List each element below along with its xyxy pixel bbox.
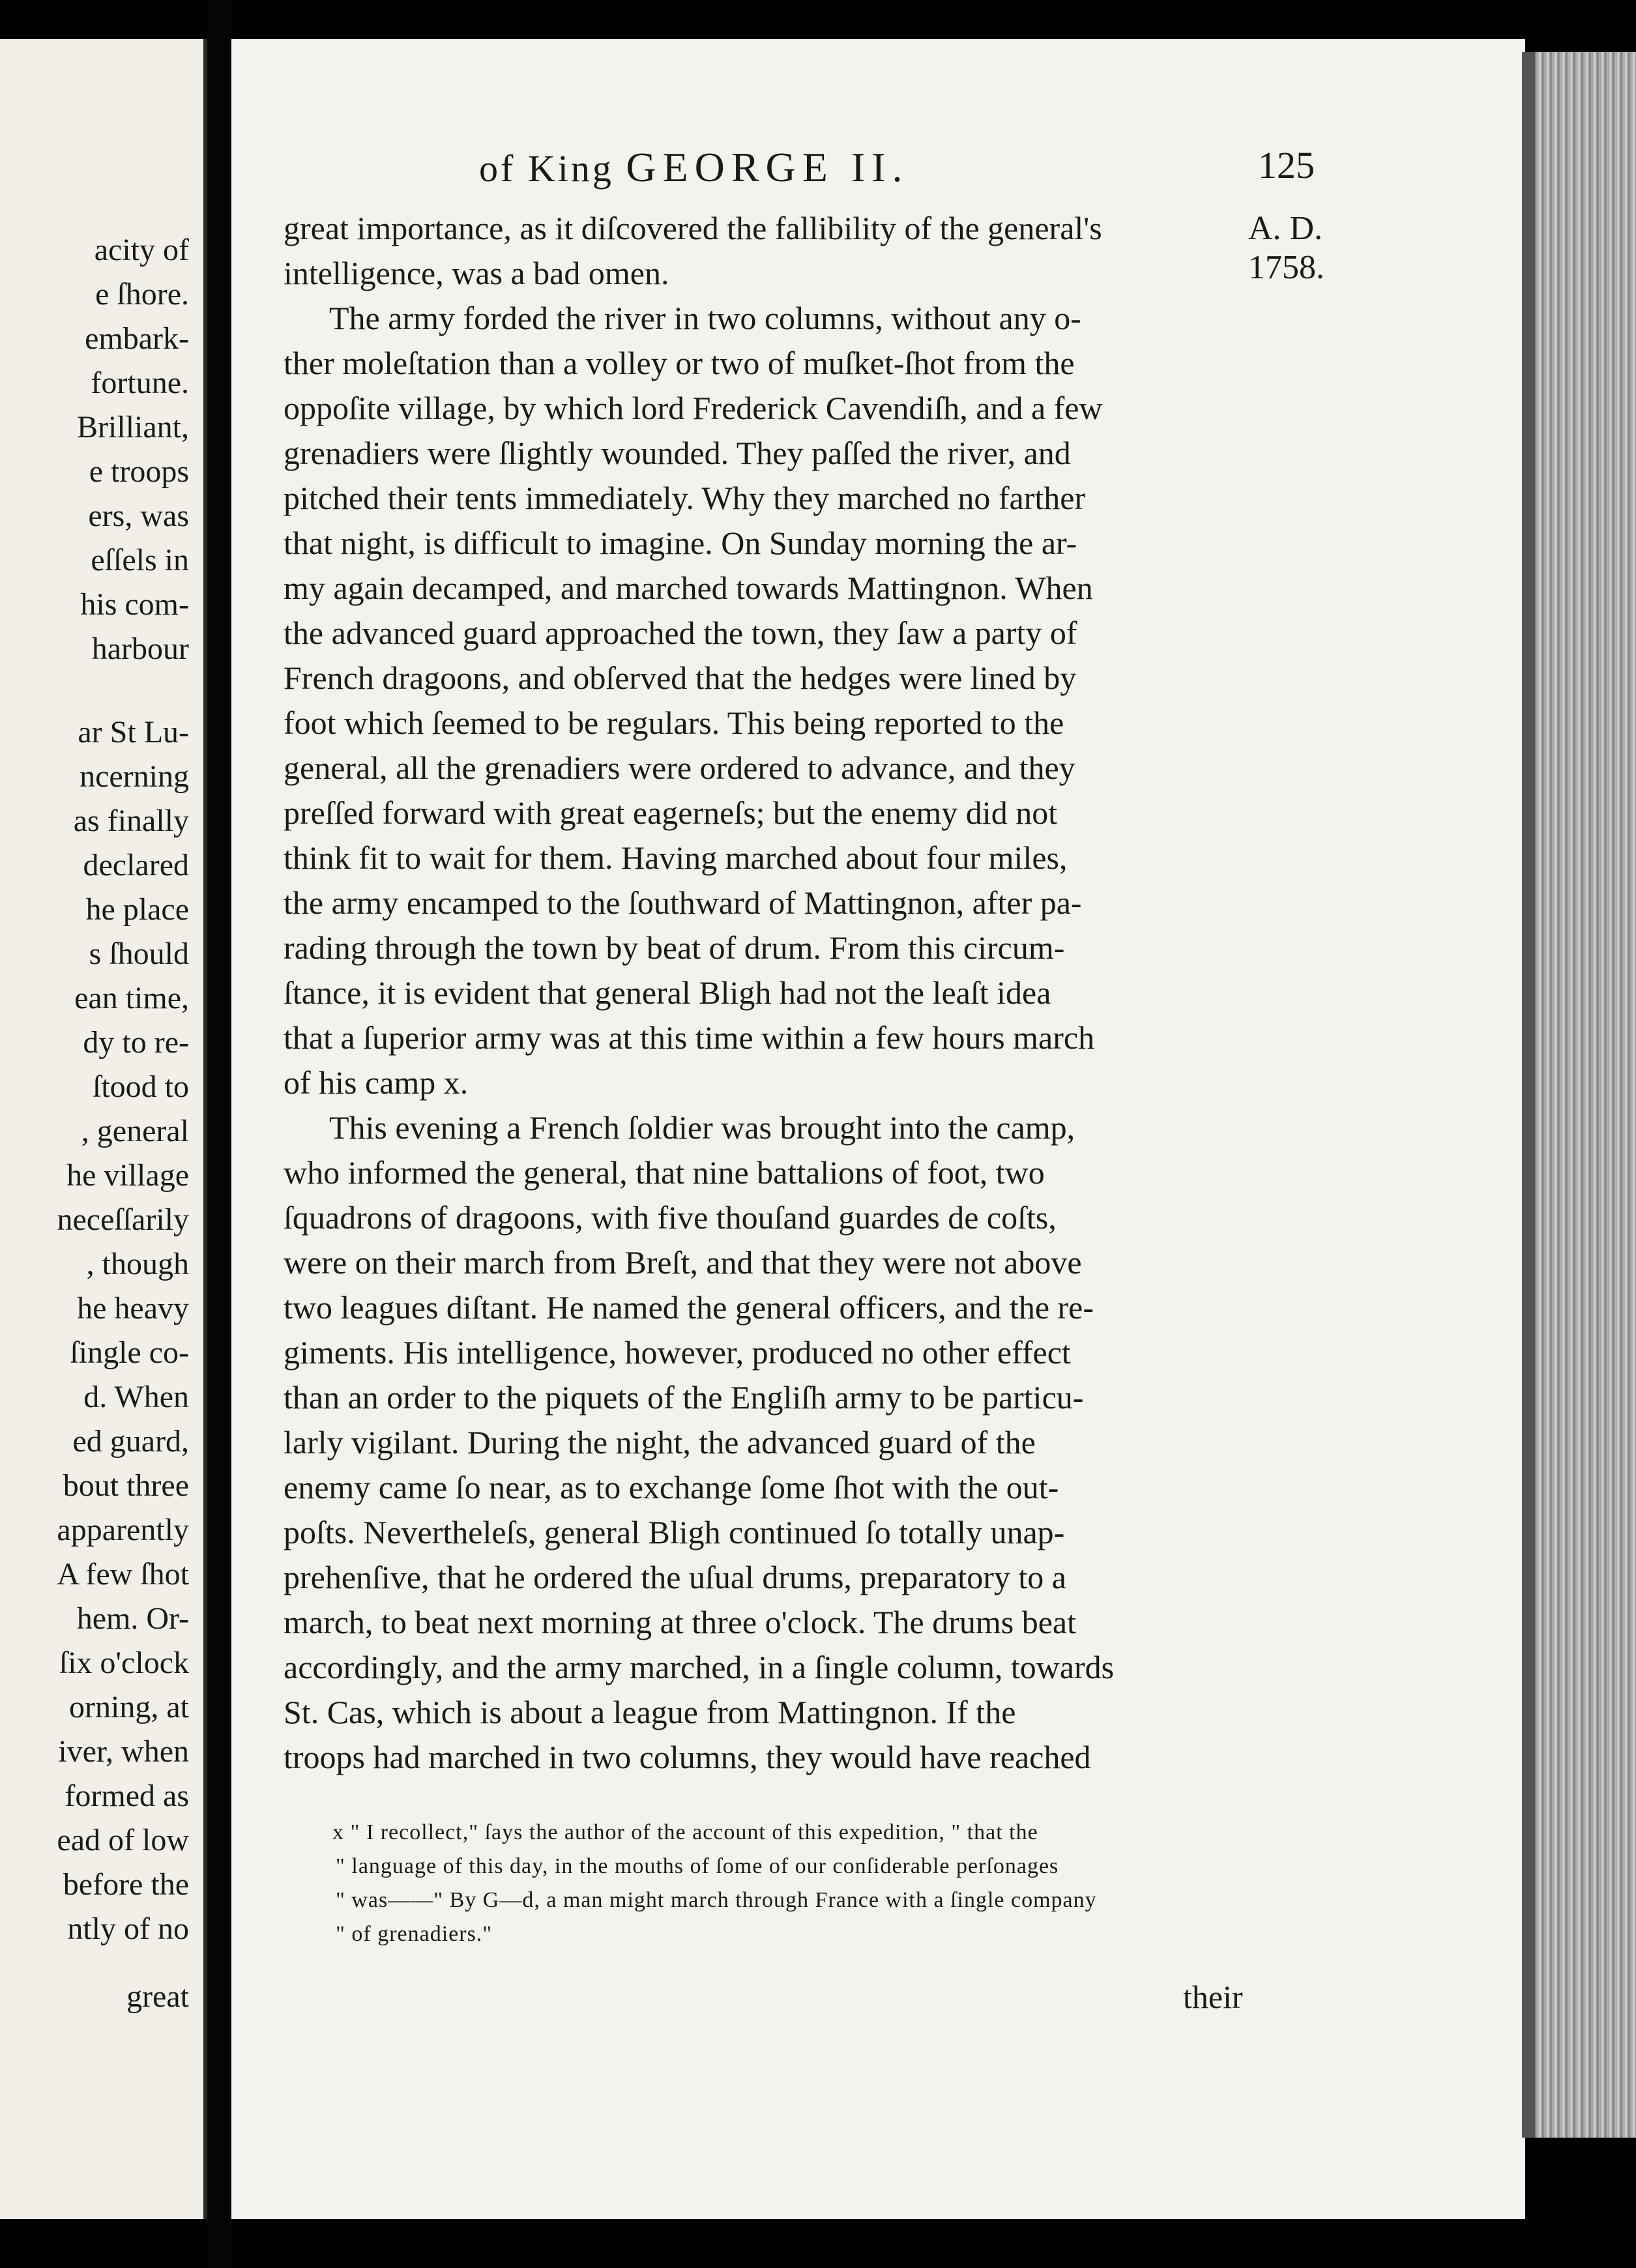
left-line: e ſhore. — [95, 277, 189, 312]
left-line: , general — [81, 1114, 189, 1148]
page-edge-shadow — [1522, 52, 1535, 2138]
body-line: ſtance, it is evident that general Bligh had not the leaſt idea — [284, 974, 1051, 1011]
footnote-line: " language of this day, in the mouths of ſome of our conſiderable perſonages — [336, 1854, 1059, 1878]
left-line: his com- — [80, 587, 189, 622]
body-line: French dragoons, and obſerved that the hedges were lined by — [284, 660, 1077, 696]
left-line: d. When — [83, 1380, 189, 1414]
body-line: intelligence, was a bad omen. — [284, 255, 669, 291]
running-head-title — [479, 143, 909, 192]
left-line: ers, was — [88, 499, 189, 533]
left-line: he village — [66, 1158, 189, 1193]
body-line: than an order to the piquets of the Engliſh army to be particu- — [284, 1379, 1084, 1416]
body-line: that night, is difficult to imagine. On Sunday morning the ar- — [284, 525, 1077, 561]
body-line: of his camp x. — [284, 1064, 469, 1101]
left-line: ead of low — [57, 1823, 189, 1857]
left-line: harbour — [91, 632, 189, 666]
body-line: troops had marched in two columns, they would have reached — [284, 1739, 1091, 1775]
body-line: accordingly, and the army marched, in a ſingle column, towards — [284, 1649, 1115, 1685]
left-line: ed guard, — [72, 1424, 189, 1459]
body-line: oppoſite village, by which lord Frederick Cavendiſh, and a few — [284, 390, 1103, 426]
margin-date-ad: A. D. — [1248, 210, 1323, 247]
running-head — [231, 143, 1525, 196]
left-line: formed as — [65, 1779, 189, 1813]
body-line: This evening a French ſoldier was brought into the camp, — [329, 1109, 1075, 1146]
left-line: iver, when — [58, 1734, 189, 1769]
left-line: acity of — [94, 233, 189, 267]
left-line: ſingle co- — [70, 1335, 189, 1370]
left-line: neceſſarily — [57, 1202, 189, 1237]
left-line: ar St Lu- — [78, 715, 189, 749]
left-line: dy to re- — [83, 1025, 189, 1060]
running-head-king: GEORGE II. — [626, 144, 909, 190]
left-line: he place — [85, 892, 189, 927]
left-line: , though — [86, 1247, 189, 1281]
left-line: ntly of no — [67, 1912, 189, 1946]
footnote-line: x " I recollect," ſays the author of the account of this expedition, " that the — [332, 1820, 1038, 1844]
left-line: before the — [63, 1867, 189, 1902]
body-line: think fit to wait for them. Having marched about four miles, — [284, 839, 1068, 876]
left-line: s ſhould — [89, 937, 189, 971]
body-line: two leagues diſtant. He named the general officers, and the re- — [284, 1289, 1094, 1326]
left-line: embark- — [85, 321, 189, 356]
footnote-line: " of grenadiers." — [336, 1922, 493, 1946]
body-line: pitched their tents immediately. Why they marched no farther — [284, 480, 1086, 516]
left-line: ean time, — [74, 981, 189, 1015]
body-line: the army encamped to the ſouthward of Mattingnon, after pa- — [284, 884, 1082, 921]
body-line: poſts. Nevertheleſs, general Bligh continued ſo totally unap- — [284, 1514, 1065, 1550]
margin-date-year: 1758. — [1248, 249, 1324, 286]
left-line: great — [126, 1979, 189, 2014]
left-line: as finally — [73, 804, 189, 838]
left-line: ſtood to — [92, 1069, 189, 1104]
left-line: he heavy — [77, 1291, 189, 1326]
page-edge-stack — [1522, 52, 1636, 2138]
body-line: ſquadrons of dragoons, with five thouſand guardes de coſts, — [284, 1199, 1057, 1236]
body-line: grenadiers were ſlightly wounded. They paſſed the river, and — [284, 435, 1071, 471]
page-number: 125 — [1258, 144, 1315, 186]
body-line: were on their march from Breſt, and that they were not above — [284, 1244, 1082, 1281]
catchword: their — [1183, 1979, 1243, 2015]
left-line: orning, at — [69, 1690, 189, 1724]
book-gutter — [207, 0, 233, 2268]
body-line: preſſed forward with great eagerneſs; but the enemy did not — [284, 794, 1058, 831]
body-line: The army forded the river in two columns, without any o- — [329, 300, 1081, 336]
left-line: Brilliant, — [77, 410, 189, 444]
body-line: great importance, as it diſcovered the fallibility of the general's — [284, 210, 1102, 246]
body-line: who informed the general, that nine battalions of foot, two — [284, 1154, 1045, 1191]
body-line: march, to beat next morning at three o'clock. The drums beat — [284, 1604, 1077, 1640]
left-line: e troops — [89, 454, 189, 489]
left-line: hem. Or- — [76, 1601, 189, 1636]
left-page — [0, 39, 207, 2219]
left-line: A few ſhot — [57, 1557, 189, 1592]
body-line: general, all the grenadiers were ordered to advance, and they — [284, 749, 1075, 786]
body-line: the advanced guard approached the town, they ſaw a party of — [284, 615, 1077, 651]
left-line: ſix o'clock — [59, 1646, 189, 1680]
body-line: St. Cas, which is about a league from Mattingnon. If the — [284, 1694, 1016, 1730]
right-page — [231, 39, 1525, 2219]
body-line: enemy came ſo near, as to exchange ſome ſhot with the out- — [284, 1469, 1059, 1505]
body-line: foot which ſeemed to be regulars. This being reported to the — [284, 705, 1064, 741]
left-line: eſſels in — [91, 543, 189, 577]
body-line: larly vigilant. During the night, the advanced guard of the — [284, 1424, 1036, 1461]
footnote-line: " was——" By G—d, a man might march through France with a ſingle company — [336, 1888, 1097, 1912]
left-line: fortune. — [91, 366, 189, 400]
body-line: ther moleſtation than a volley or two of muſket-ſhot from the — [284, 345, 1075, 381]
left-line: ncerning — [80, 759, 189, 794]
body-line: prehenſive, that he ordered the uſual drums, preparatory to a — [284, 1559, 1066, 1595]
body-line: my again decamped, and marched towards Mattingnon. When — [284, 570, 1093, 606]
body-line: that a ſuperior army was at this time within a few hours march — [284, 1019, 1095, 1056]
body-line: giments. His intelligence, however, produced no other effect — [284, 1334, 1071, 1371]
left-line: bout three — [63, 1468, 189, 1503]
left-line: declared — [83, 848, 189, 882]
body-line: rading through the town by beat of drum. From this circum- — [284, 929, 1065, 966]
left-line: apparently — [57, 1513, 189, 1547]
running-head-prefix: of King — [479, 147, 614, 190]
